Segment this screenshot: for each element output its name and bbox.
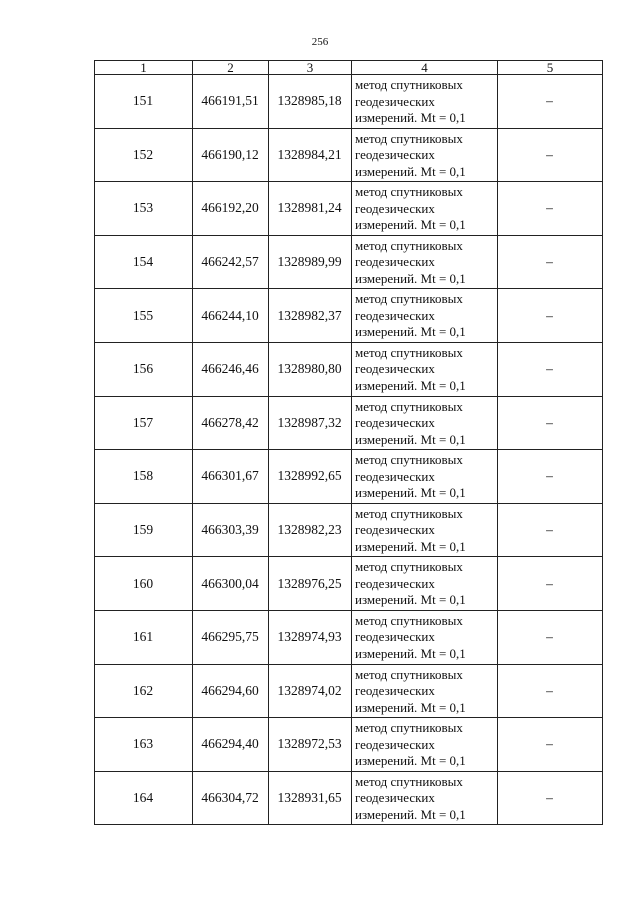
table-row — [95, 718, 603, 772]
y-coordinate-cell: 1328985,18 — [269, 75, 352, 129]
point-number-cell: 152 — [95, 128, 193, 182]
y-coordinate-cell: 1328931,65 — [269, 771, 352, 825]
y-coordinate-cell: 1328974,93 — [269, 610, 352, 664]
method-cell: метод спутниковых геодезических измерений. Mt = 0,1 — [352, 235, 498, 289]
note-cell: – — [498, 128, 603, 182]
x-coordinate-cell: 466244,10 — [193, 289, 269, 343]
note-cell: – — [498, 289, 603, 343]
column-header: 5 — [498, 61, 603, 75]
y-coordinate-cell: 1328972,53 — [269, 718, 352, 772]
method-cell: метод спутниковых геодезических измерений. Mt = 0,1 — [352, 342, 498, 396]
table-row — [95, 450, 603, 504]
note-cell: – — [498, 771, 603, 825]
column-header: 4 — [352, 61, 498, 75]
x-coordinate-cell: 466301,67 — [193, 450, 269, 504]
x-coordinate-cell: 466242,57 — [193, 235, 269, 289]
x-coordinate-cell: 466191,51 — [193, 75, 269, 129]
point-number-cell: 162 — [95, 664, 193, 718]
table-body — [95, 75, 603, 825]
method-cell: метод спутниковых геодезических измерений. Mt = 0,1 — [352, 182, 498, 236]
column-header: 2 — [193, 61, 269, 75]
y-coordinate-cell: 1328992,65 — [269, 450, 352, 504]
x-coordinate-cell: 466278,42 — [193, 396, 269, 450]
note-cell: – — [498, 610, 603, 664]
x-coordinate-cell: 466190,12 — [193, 128, 269, 182]
table-row — [95, 182, 603, 236]
point-number-cell: 155 — [95, 289, 193, 343]
point-number-cell: 157 — [95, 396, 193, 450]
method-cell: метод спутниковых геодезических измерений. Mt = 0,1 — [352, 128, 498, 182]
y-coordinate-cell: 1328974,02 — [269, 664, 352, 718]
note-cell: – — [498, 235, 603, 289]
note-cell: – — [498, 75, 603, 129]
page-number: 256 — [311, 36, 329, 48]
method-cell: метод спутниковых геодезических измерений. Mt = 0,1 — [352, 503, 498, 557]
method-cell: метод спутниковых геодезических измерений. Mt = 0,1 — [352, 396, 498, 450]
note-cell: – — [498, 342, 603, 396]
y-coordinate-cell: 1328981,24 — [269, 182, 352, 236]
x-coordinate-cell: 466192,20 — [193, 182, 269, 236]
column-header: 1 — [95, 61, 193, 75]
x-coordinate-cell: 466303,39 — [193, 503, 269, 557]
x-coordinate-cell: 466246,46 — [193, 342, 269, 396]
y-coordinate-cell: 1328987,32 — [269, 396, 352, 450]
x-coordinate-cell: 466294,60 — [193, 664, 269, 718]
table-row — [95, 75, 603, 129]
point-number-cell: 158 — [95, 450, 193, 504]
x-coordinate-cell: 466295,75 — [193, 610, 269, 664]
method-cell: метод спутниковых геодезических измерений. Mt = 0,1 — [352, 610, 498, 664]
note-cell: – — [498, 182, 603, 236]
table-row — [95, 128, 603, 182]
column-header: 3 — [269, 61, 352, 75]
note-cell: – — [498, 557, 603, 611]
point-number-cell: 159 — [95, 503, 193, 557]
method-cell: метод спутниковых геодезических измерений. Mt = 0,1 — [352, 75, 498, 129]
table-row — [95, 342, 603, 396]
method-cell: метод спутниковых геодезических измерений. Mt = 0,1 — [352, 557, 498, 611]
table-row — [95, 771, 603, 825]
table-row — [95, 664, 603, 718]
table-row — [95, 396, 603, 450]
method-cell: метод спутниковых геодезических измерений. Mt = 0,1 — [352, 664, 498, 718]
method-cell: метод спутниковых геодезических измерений. Mt = 0,1 — [352, 450, 498, 504]
note-cell: – — [498, 396, 603, 450]
note-cell: – — [498, 503, 603, 557]
table-row — [95, 557, 603, 611]
method-cell: метод спутниковых геодезических измерений. Mt = 0,1 — [352, 289, 498, 343]
y-coordinate-cell: 1328982,23 — [269, 503, 352, 557]
note-cell: – — [498, 664, 603, 718]
point-number-cell: 163 — [95, 718, 193, 772]
y-coordinate-cell: 1328980,80 — [269, 342, 352, 396]
point-number-cell: 156 — [95, 342, 193, 396]
note-cell: – — [498, 718, 603, 772]
x-coordinate-cell: 466304,72 — [193, 771, 269, 825]
point-number-cell: 153 — [95, 182, 193, 236]
method-cell: метод спутниковых геодезических измерений. Mt = 0,1 — [352, 771, 498, 825]
table-row — [95, 503, 603, 557]
y-coordinate-cell: 1328976,25 — [269, 557, 352, 611]
point-number-cell: 154 — [95, 235, 193, 289]
header-row — [95, 61, 603, 75]
table-row — [95, 289, 603, 343]
note-cell: – — [498, 450, 603, 504]
y-coordinate-cell: 1328982,37 — [269, 289, 352, 343]
table-row — [95, 610, 603, 664]
y-coordinate-cell: 1328989,99 — [269, 235, 352, 289]
point-number-cell: 160 — [95, 557, 193, 611]
point-number-cell: 164 — [95, 771, 193, 825]
point-number-cell: 151 — [95, 75, 193, 129]
y-coordinate-cell: 1328984,21 — [269, 128, 352, 182]
method-cell: метод спутниковых геодезических измерений. Mt = 0,1 — [352, 718, 498, 772]
table-row — [95, 235, 603, 289]
coordinates-table — [94, 60, 603, 825]
x-coordinate-cell: 466300,04 — [193, 557, 269, 611]
point-number-cell: 161 — [95, 610, 193, 664]
x-coordinate-cell: 466294,40 — [193, 718, 269, 772]
